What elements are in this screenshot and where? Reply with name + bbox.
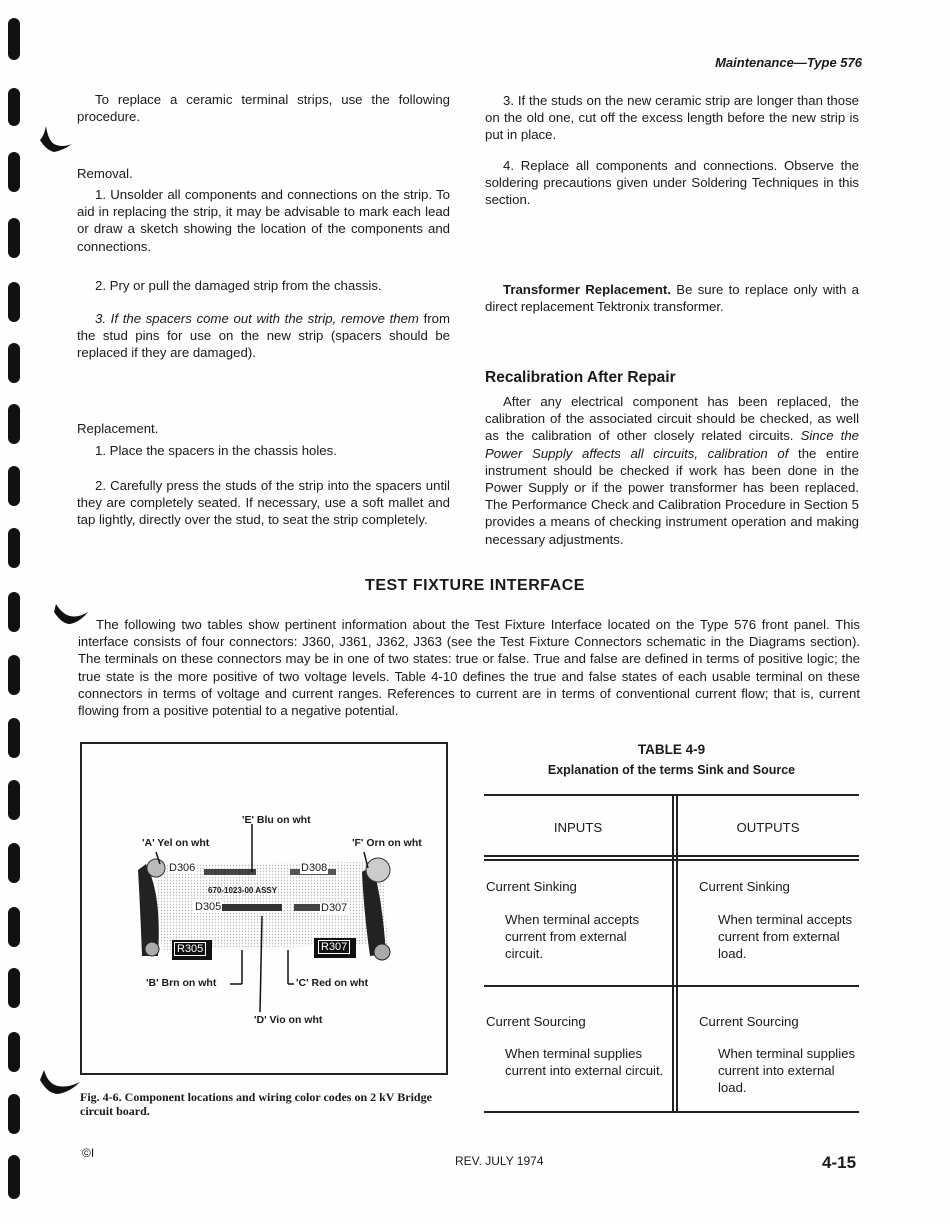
wire-label-b: 'B' Brn on wht (146, 977, 217, 989)
component-d307: D307 (321, 902, 348, 914)
table-header-outputs: OUTPUTS (736, 820, 800, 835)
wire-label-e: 'E' Blu on wht (242, 814, 311, 826)
binder-hole (8, 1032, 20, 1072)
row1-input-title: Current Sinking (486, 879, 577, 894)
removal-step-2: 2. Pry or pull the damaged strip from the chassis. (95, 278, 382, 293)
wire-label-d: 'D' Vio on wht (254, 1014, 323, 1026)
row1-input-desc: When terminal accepts current from external circuit. (505, 912, 640, 961)
component-d306: D306 (169, 862, 196, 874)
binder-hole (8, 343, 20, 383)
replacement-step-1: 1. Place the spacers in the chassis holes. (95, 443, 337, 458)
binder-hole (8, 968, 20, 1008)
recalibration-text-2: the entire instrument should be checked if work has been done in the Power Supply or if the power transformer has been replaced. The Performance Check and Calibration Procedure in Section 5 provides a means of checking instrument operation and making necessary adjustments. (485, 445, 859, 547)
row2-input-desc: When terminal supplies current into external circuit. (505, 1046, 664, 1078)
binder-hole (8, 528, 20, 568)
removal-label: Removal. (77, 166, 133, 181)
binder-hole (8, 1094, 20, 1134)
board-assembly-number: 670-1023-00 ASSY (208, 886, 278, 895)
removal-step-3-italic: 3. If the spacers come out with the strip, remove them (95, 311, 419, 326)
binder-hole (8, 780, 20, 820)
component-d305: D305 (195, 901, 222, 913)
binder-hole (8, 1155, 20, 1199)
row1-output-desc: When terminal accepts current from external load. (718, 912, 853, 961)
replacement-label: Replacement. (77, 421, 159, 436)
binder-hole (8, 404, 20, 444)
table-subtitle: Explanation of the terms Sink and Source (547, 763, 796, 777)
wire-label-a: 'A' Yel on wht (142, 837, 210, 849)
recalibration-text-1: After any electrical component has been replaced, the calibration of the associated circuit should be checked, as well as the calibration of other closely related circuits. (485, 394, 859, 444)
table-title: TABLE 4-9 (637, 742, 706, 757)
binder-hole (8, 88, 20, 126)
binder-hole (8, 466, 20, 506)
left-column (77, 91, 450, 125)
figure-caption: Fig. 4-6. Component locations and wiring color codes on 2 kV Bridge circuit board. (80, 1090, 432, 1118)
binder-hole (8, 907, 20, 947)
removal-step-3-text: from the stud pins for use on the new strip (spacers should be replaced if they are damaged). (77, 311, 450, 361)
running-header: Maintenance—Type 576 (715, 55, 862, 70)
revision-date: REV. JULY 1974 (455, 1154, 544, 1168)
binder-hole (8, 282, 20, 322)
binder-hole (8, 218, 20, 258)
copyright-mark: ©I (82, 1146, 95, 1160)
recalibration-heading: Recalibration After Repair (485, 369, 676, 386)
right-step-4: 4. Replace all components and connections. Observe the soldering precautions given under Soldering Techniques in this section. (485, 158, 859, 208)
binder-hole (8, 152, 20, 192)
row1-output-title: Current Sinking (699, 879, 790, 894)
replacement-step-2: 2. Carefully press the studs of the strip into the spacers until they are completely seated. If necessary, use a soft mallet and tap lightly, directly over the stud, to seat the strip completely. (77, 478, 450, 528)
component-d308: D308 (301, 862, 328, 874)
check-mark-icon (36, 1066, 82, 1100)
table-header-inputs: INPUTS (553, 820, 603, 835)
binder-hole (8, 655, 20, 695)
component-r307: R307 (318, 940, 350, 954)
table-divider (672, 794, 674, 1112)
wire-label-c: 'C' Red on wht (296, 977, 369, 989)
removal-step-1: 1. Unsolder all components and connections on the strip. To aid in replacing the strip, it may be advisable to mark each lead or draw a sketch showing the location of the components and connections. (77, 187, 450, 254)
intro-paragraph: To replace a ceramic terminal strips, use the following procedure. (77, 92, 450, 125)
binder-hole (8, 18, 20, 60)
row2-output-title: Current Sourcing (699, 1014, 799, 1029)
component-r305: R305 (174, 942, 206, 956)
row2-input-title: Current Sourcing (486, 1014, 586, 1029)
recalibration-text-italic: Since the Power Supply affects all circuits, calibration of (485, 428, 859, 461)
binder-hole (8, 843, 20, 883)
section-body: The following two tables show pertinent information about the Test Fixture Interface located on the Type 576 front panel. This interface consists of four connectors: J360, J361, J362, J363 (see the Test Fixture Connectors schematic in the Diagrams section). The terminals on these connectors may be in one of two states: true or false. True and false are defined in terms of positive logic; the true state is the more positive of two voltage levels. Table 4-10 defines the true and false states of each usable terminal on these connectors in terms of voltage and current ranges. References to current are in terms of conventional current flow; that is, current flowing from a positive potential to a negative potential. (78, 617, 860, 719)
transformer-text: Be sure to replace only with a direct replacement Tektronix transformer. (485, 282, 860, 315)
section-title: TEST FIXTURE INTERFACE (365, 577, 585, 594)
table-divider (676, 794, 678, 1112)
transformer-heading: Transformer Replacement. (503, 282, 671, 297)
wire-label-f: 'F' Orn on wht (352, 837, 422, 849)
binder-hole (8, 718, 20, 758)
right-step-3: 3. If the studs on the new ceramic strip are longer than those on the old one, cut off the excess length before the new strip is put in place. (485, 93, 859, 143)
page-number: 4-15 (822, 1153, 857, 1172)
binder-hole (8, 592, 20, 632)
row2-output-desc: When terminal supplies current into external load. (718, 1046, 856, 1095)
check-mark-icon (36, 118, 76, 158)
figure-box (80, 742, 448, 1075)
